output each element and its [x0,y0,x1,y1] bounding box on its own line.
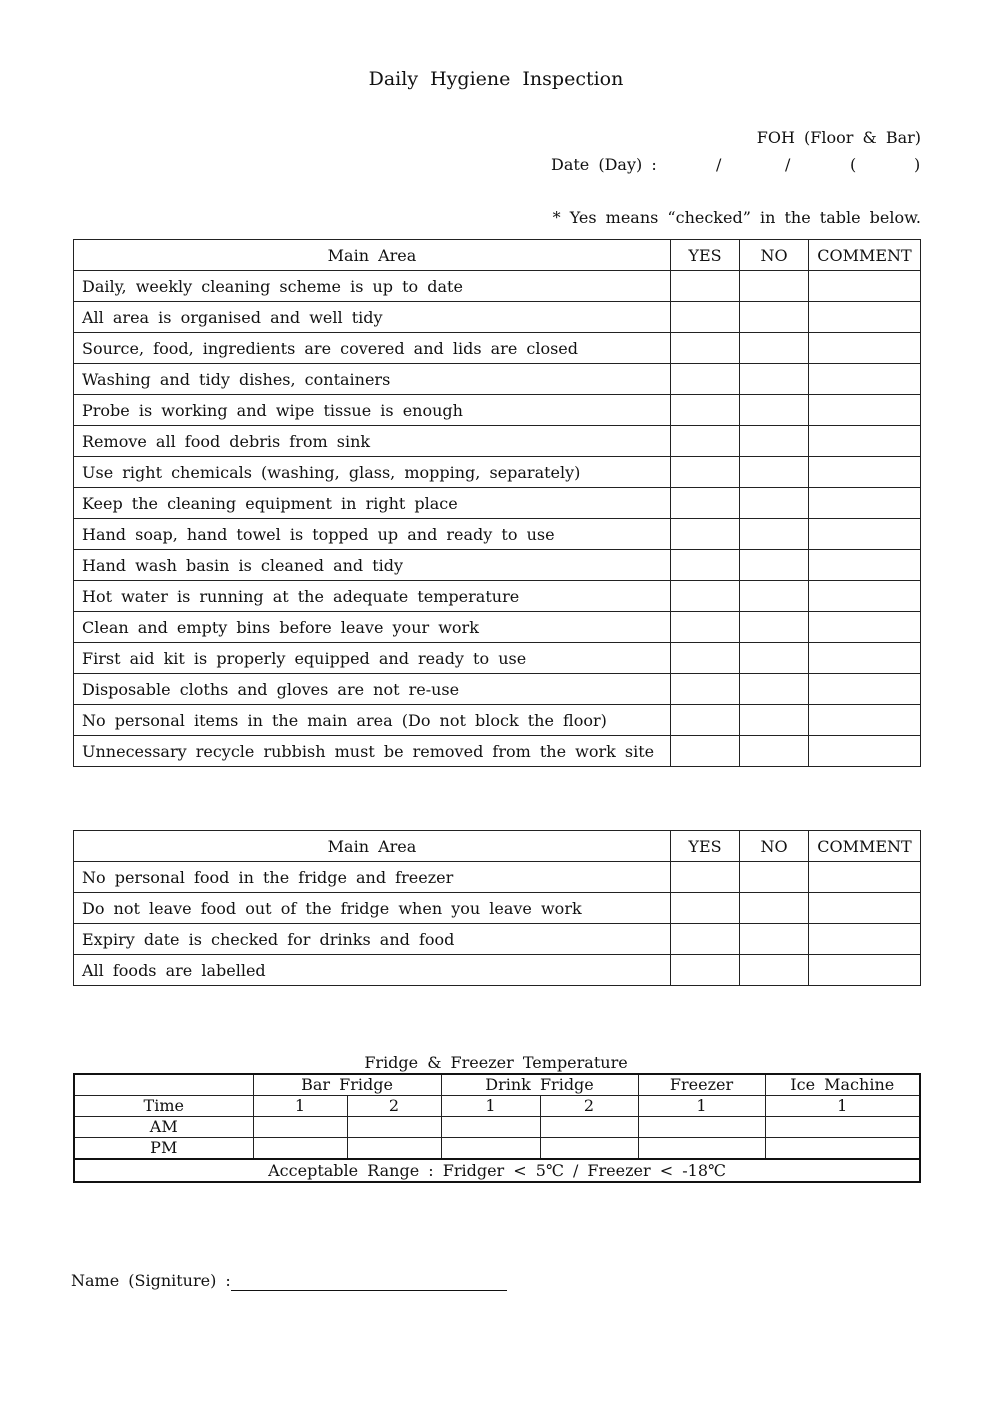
table-row [74,893,921,924]
header-main-area: Main Area [74,240,671,271]
table-header-row [74,831,921,862]
yes-cell[interactable] [671,426,740,457]
acceptable-range-row [74,1159,920,1182]
checklist-item: Hand soap, hand towel is topped up and ready to use [74,519,671,550]
no-cell[interactable] [740,612,809,643]
checklist-item: Do not leave food out of the fridge when you leave work [74,893,671,924]
checklist-item: Probe is working and wipe tissue is enough [74,395,671,426]
no-cell[interactable] [740,364,809,395]
checklist-item: Remove all food debris from sink [74,426,671,457]
comment-cell[interactable] [809,550,921,581]
comment-cell[interactable] [809,333,921,364]
table-row [74,643,921,674]
unit-number: 1 [638,1096,765,1117]
yes-cell[interactable] [671,893,740,924]
temperature-cell[interactable] [253,1117,347,1138]
comment-cell[interactable] [809,581,921,612]
comment-cell[interactable] [809,705,921,736]
comment-cell[interactable] [809,612,921,643]
table-row [74,302,921,333]
checklist-item: Hot water is running at the adequate temperature [74,581,671,612]
page-title: Daily Hygiene Inspection [368,68,624,90]
no-cell[interactable] [740,862,809,893]
temperature-cell[interactable] [638,1117,765,1138]
temperature-cell[interactable] [765,1117,920,1138]
header-comment: COMMENT [809,831,921,862]
no-cell[interactable] [740,924,809,955]
checklist-item: Keep the cleaning equipment in right place [74,488,671,519]
comment-cell[interactable] [809,457,921,488]
comment-cell[interactable] [809,736,921,767]
checklist-item: Daily, weekly cleaning scheme is up to date [74,271,671,302]
checklist-item: Clean and empty bins before leave your work [74,612,671,643]
no-cell[interactable] [740,736,809,767]
comment-cell[interactable] [809,271,921,302]
yes-cell[interactable] [671,302,740,333]
yes-cell[interactable] [671,736,740,767]
yes-cell[interactable] [671,581,740,612]
group-freezer: Freezer [638,1074,765,1096]
checklist-item: Hand wash basin is cleaned and tidy [74,550,671,581]
yes-cell[interactable] [671,395,740,426]
no-cell[interactable] [740,581,809,612]
no-cell[interactable] [740,426,809,457]
no-cell[interactable] [740,302,809,333]
group-ice-machine: Ice Machine [765,1074,920,1096]
table-row [74,581,921,612]
yes-cell[interactable] [671,955,740,986]
date-separator: / [716,155,722,174]
group-bar-fridge: Bar Fridge [253,1074,441,1096]
checklist-item: No personal food in the fridge and freezer [74,862,671,893]
yes-cell[interactable] [671,271,740,302]
checklist-item: All foods are labelled [74,955,671,986]
header-no: NO [740,831,809,862]
temperature-cell[interactable] [765,1138,920,1160]
temperature-unit-row [74,1096,920,1117]
no-cell[interactable] [740,457,809,488]
temperature-title: Fridge & Freezer Temperature [364,1053,628,1072]
unit-number: 1 [253,1096,347,1117]
header-yes: YES [671,240,740,271]
comment-cell[interactable] [809,893,921,924]
fridge-checklist-table [73,830,921,986]
unit-number: 1 [441,1096,540,1117]
day-paren-close: ) [914,155,921,174]
temperature-cell[interactable] [441,1138,540,1160]
no-cell[interactable] [740,519,809,550]
group-drink-fridge: Drink Fridge [441,1074,638,1096]
no-cell[interactable] [740,893,809,924]
table-row [74,488,921,519]
no-cell[interactable] [740,955,809,986]
comment-cell[interactable] [809,364,921,395]
checklist-item: First aid kit is properly equipped and ready to use [74,643,671,674]
comment-cell[interactable] [809,426,921,457]
temperature-cell[interactable] [638,1138,765,1160]
temperature-cell[interactable] [540,1138,638,1160]
table-row [74,519,921,550]
checklist-item: No personal items in the main area (Do not block the floor) [74,705,671,736]
temperature-am-row [74,1117,920,1138]
yes-cell[interactable] [671,333,740,364]
yes-cell[interactable] [671,643,740,674]
no-cell[interactable] [740,488,809,519]
no-cell[interactable] [740,550,809,581]
date-label: Date (Day) : [551,155,657,174]
row-label-am: AM [74,1117,253,1138]
table-row [74,924,921,955]
temperature-table [73,1073,921,1183]
yes-cell[interactable] [671,457,740,488]
table-row [74,862,921,893]
signature-label: Name (Signiture) : [71,1271,231,1290]
no-cell[interactable] [740,674,809,705]
temperature-cell[interactable] [253,1138,347,1160]
table-row [74,674,921,705]
acceptable-range: Acceptable Range : Fridger < 5℃ / Freezer < -18℃ [74,1159,920,1182]
table-row [74,736,921,767]
comment-cell[interactable] [809,955,921,986]
header-comment: COMMENT [809,240,921,271]
comment-cell[interactable] [809,395,921,426]
section-label: FOH (Floor & Bar) [756,128,921,147]
table-row [74,705,921,736]
comment-cell[interactable] [809,643,921,674]
date-row [551,155,923,177]
no-cell[interactable] [740,643,809,674]
comment-cell[interactable] [809,862,921,893]
comment-cell[interactable] [809,519,921,550]
temperature-cell[interactable] [347,1117,441,1138]
comment-cell[interactable] [809,302,921,333]
header-main-area: Main Area [74,831,671,862]
header-no: NO [740,240,809,271]
checked-note: * Yes means “checked” in the table below. [552,208,921,227]
date-separator: / [785,155,791,174]
comment-cell[interactable] [809,488,921,519]
table-header-row [74,240,921,271]
signature-line[interactable] [231,1290,507,1291]
table-row [74,550,921,581]
no-cell[interactable] [740,333,809,364]
yes-cell[interactable] [671,364,740,395]
table-row [74,426,921,457]
yes-cell[interactable] [671,550,740,581]
checklist-item: Expiry date is checked for drinks and food [74,924,671,955]
temperature-group-row [74,1074,920,1096]
unit-number: 1 [765,1096,920,1117]
checklist-item: Washing and tidy dishes, containers [74,364,671,395]
temperature-cell[interactable] [441,1117,540,1138]
yes-cell[interactable] [671,674,740,705]
temperature-cell[interactable] [540,1117,638,1138]
empty-cell [74,1074,253,1096]
table-row [74,395,921,426]
checklist-item: Unnecessary recycle rubbish must be removed from the work site [74,736,671,767]
checklist-item: Disposable cloths and gloves are not re-use [74,674,671,705]
no-cell[interactable] [740,271,809,302]
yes-cell[interactable] [671,862,740,893]
yes-cell[interactable] [671,488,740,519]
yes-cell[interactable] [671,924,740,955]
row-label-pm: PM [74,1138,253,1160]
table-row [74,955,921,986]
table-row [74,364,921,395]
temperature-cell[interactable] [347,1138,441,1160]
no-cell[interactable] [740,705,809,736]
no-cell[interactable] [740,395,809,426]
unit-number: 2 [540,1096,638,1117]
temperature-pm-row [74,1138,920,1160]
header-yes: YES [671,831,740,862]
unit-number: 2 [347,1096,441,1117]
table-row [74,333,921,364]
checklist-item: Use right chemicals (washing, glass, mopping, separately) [74,457,671,488]
time-label: Time [74,1096,253,1117]
yes-cell[interactable] [671,612,740,643]
hygiene-checklist-table [73,239,921,767]
table-row [74,612,921,643]
table-row [74,457,921,488]
day-paren-open: ( [850,155,857,174]
table-row [74,271,921,302]
checklist-item: All area is organised and well tidy [74,302,671,333]
comment-cell[interactable] [809,924,921,955]
checklist-item: Source, food, ingredients are covered and lids are closed [74,333,671,364]
comment-cell[interactable] [809,674,921,705]
yes-cell[interactable] [671,519,740,550]
yes-cell[interactable] [671,705,740,736]
